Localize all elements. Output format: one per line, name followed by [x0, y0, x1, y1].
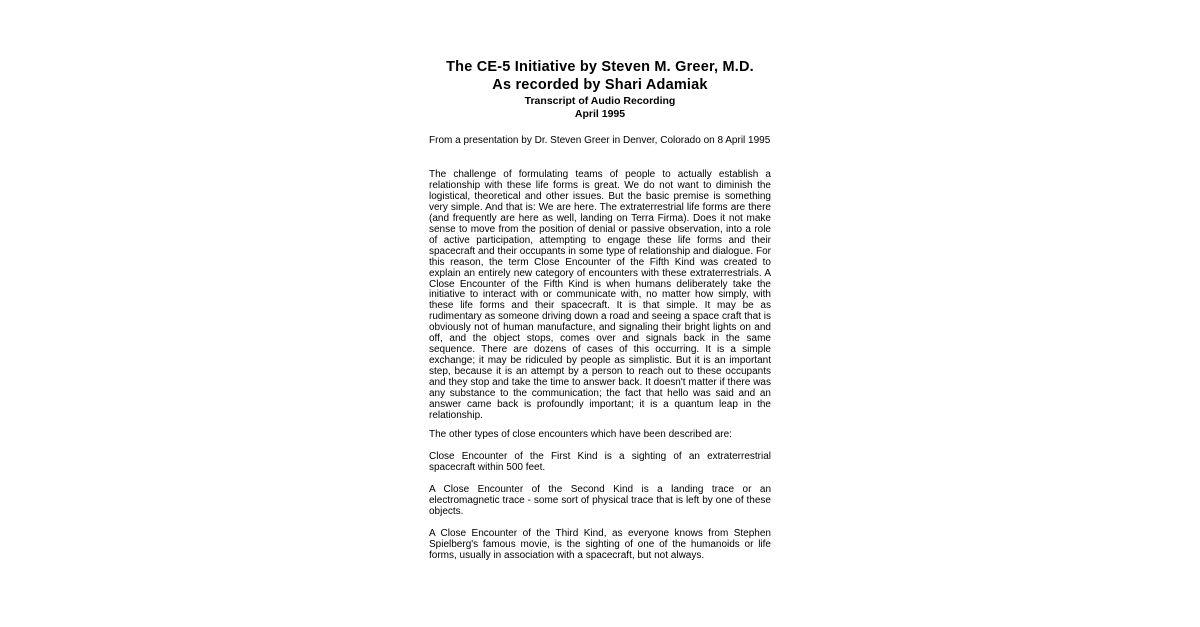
document-body — [429, 58, 771, 562]
title-block — [429, 58, 771, 121]
document-subtitle: Transcript of Audio Recording — [524, 95, 676, 107]
paragraph-other-types: The other types of close encounters which have been described are: — [429, 428, 732, 440]
paragraph-third-kind: A Close Encounter of the Third Kind, as everyone knows from Stephen Spielberg's famous movie, is the sighting of one of the humanoids or life forms, usually in association with a spacecraft, but not always. — [429, 527, 771, 561]
document-title: The CE-5 Initiative by Steven M. Greer, M.D. — [446, 59, 754, 75]
paragraph-first-kind: Close Encounter of the First Kind is a sighting of an extraterrestrial spacecraft within 500 feet. — [429, 450, 771, 473]
document-date: April 1995 — [574, 108, 626, 120]
paragraph-second-kind: A Close Encounter of the Second Kind is a landing trace or an electromagnetic trace - some sort of physical trace that is left by one of these objects. — [429, 483, 771, 517]
paragraph-main: The challenge of formulating teams of people to actually establish a relationship with these life forms is great. We do not want to diminish the logistical, theoretical and other issues. But the basic premise is something very simple. And that is: We are here. The extraterrestrial life forms are there (and frequently are here as well, landing on Terra Firma). Does it not make sense to move from the position of denial or passive observation, into a role of active participation, attempting to engage these life forms and their spacecraft and their occupants in some type of relationship and dialogue. For this reason, the term Close Encounter of the Fifth Kind was created to explain an entirely new category of encounters with these extraterrestrials. A Close Encounter of the Fifth Kind is when humans deliberately take the initiative to interact with or communicate with, no matter how simply, with these life forms and their spacecraft. It is that simple. It may be as rudimentary as someone driving down a road and seeing a space craft that is obviously not of human manufacture, and signaling their bright lights on and off, and the object stops, comes over and signals back in the same sequence. There are dozens of cases of this occurring. It is a simple exchange; it may be ridiculed by people as simplistic. But it is an important step, because it is an attempt by a person to reach out to these occupants and they stop and take the time to answer back. It doesn't matter if there was any substance to the communication; the fact that hello was said and an answer came back is profoundly important; it is a quantum leap in the relationship. — [429, 169, 771, 421]
intro-line: From a presentation by Dr. Steven Greer in Denver, Colorado on 8 April 1995 — [429, 135, 771, 146]
document-recorder: As recorded by Shari Adamiak — [492, 77, 708, 93]
